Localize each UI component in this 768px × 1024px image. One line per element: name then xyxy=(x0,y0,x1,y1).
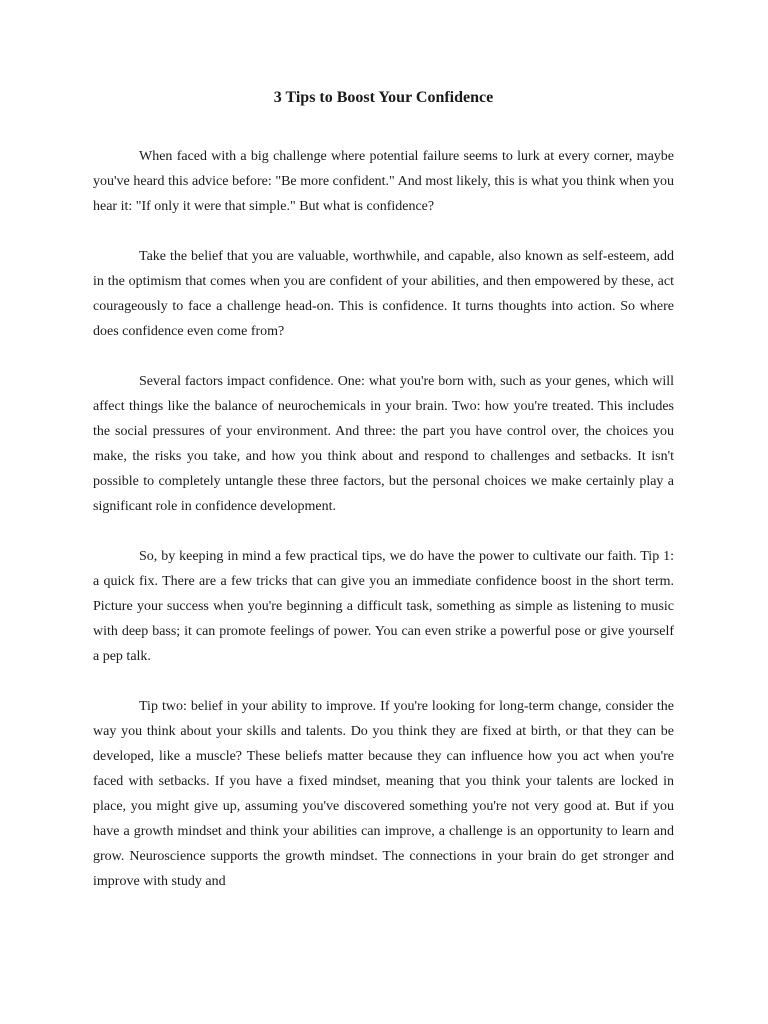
paragraph-3: Several factors impact confidence. One: what you're born with, such as your genes, which will affect things like the balance of neurochemicals in your brain. Two: how you're treated. This includes the social pressures of your environment. And three: the part you have control over, the choices you make, the risks you take, and how you think about and respond to challenges and setbacks. It isn't possible to completely untangle these three factors, but the personal choices we make certainly play a significant role in confidence development. xyxy=(93,374,674,514)
paragraph-2: Take the belief that you are valuable, worthwhile, and capable, also known as self-esteem, add in the optimism that comes when you are confident of your abilities, and then empowered by these, act courageously to face a challenge head-on. This is confidence. It turns thoughts into action. So where does confidence even come from? xyxy=(93,249,674,339)
document-page xyxy=(93,88,674,919)
paragraph-4: So, by keeping in mind a few practical tips, we do have the power to cultivate our faith. Tip 1: a quick fix. There are a few tricks that can give you an immediate confidence boost in the short term. Picture your success when you're beginning a difficult task, something as simple as listening to music with deep bass; it can promote feelings of power. You can even strike a powerful pose or give yourself a pep talk. xyxy=(93,549,674,664)
paragraph-1: When faced with a big challenge where potential failure seems to lurk at every corner, maybe you've heard this advice before: "Be more confident." And most likely, this is what you think when you hear it: "If only it were that simple." But what is confidence? xyxy=(93,149,674,214)
document-title: 3 Tips to Boost Your Confidence xyxy=(273,89,494,106)
paragraph-5: Tip two: belief in your ability to improve. If you're looking for long-term change, consider the way you think about your skills and talents. Do you think they are fixed at birth, or that they can be developed, like a muscle? These beliefs matter because they can influence how you act when you're faced with setbacks. If you have a fixed mindset, meaning that you think your talents are locked in place, you might give up, assuming you've discovered something you're not very good at. But if you have a growth mindset and think your abilities can improve, a challenge is an opportunity to learn and grow. Neuroscience supports the growth mindset. The connections in your brain do get stronger and improve with study and xyxy=(93,699,674,889)
